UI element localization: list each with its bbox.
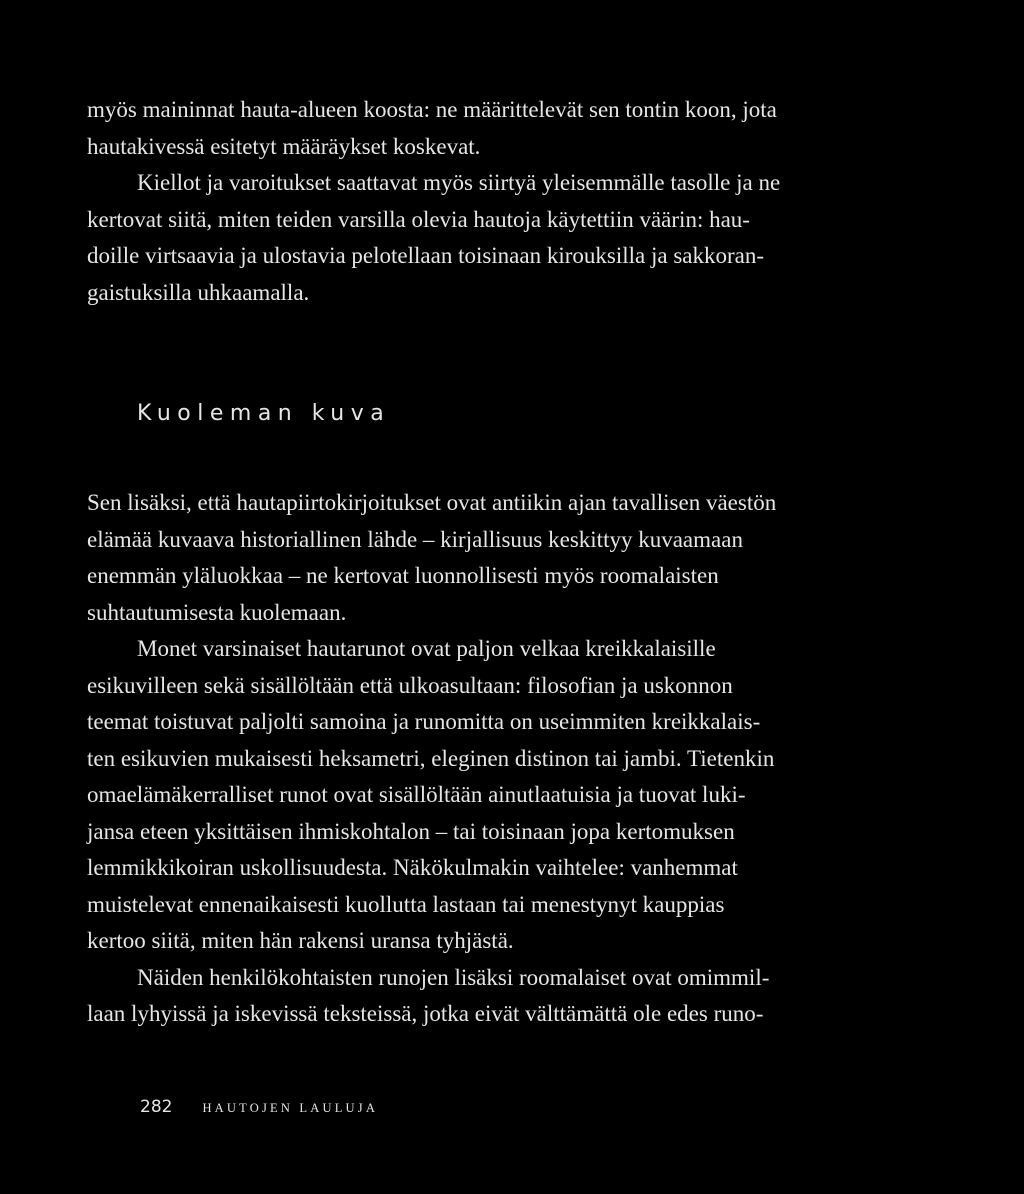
text-line: kertoo siitä, miten hän rakensi uransa tyhjästä. (87, 928, 514, 953)
paragraph-block-main (87, 485, 887, 1033)
text-line: Sen lisäksi, että hautapiirtokirjoitukset ovat antiikin ajan tavallisen väestön (87, 490, 777, 515)
running-title: HAUTOJEN LAULUJA (202, 1101, 379, 1115)
text-line: myös maininnat hauta-alueen koosta: ne määrittelevät sen tontin koon, jota (87, 97, 777, 122)
text-line: omaelämäkerralliset runot ovat sisällöltään ainutlaatuisia ja tuovat luki- (87, 782, 746, 807)
text-line: gaistuksilla uhkaamalla. (87, 279, 310, 305)
text-line: jansa eteen yksittäisen ihmiskohtalon – tai toisinaan jopa kertomuksen (87, 818, 735, 844)
text-line-indented: Monet varsinaiset hautarunot ovat paljon velkaa kreikkalaisille (137, 636, 716, 661)
text-line: ten esikuvien mukaisesti heksametri, eleginen distinon tai jambi. Tietenkin (87, 745, 775, 771)
text-line: muistelevat ennenaikaisesti kuollutta lastaan tai menestynyt kauppias (87, 891, 725, 917)
text-line: esikuvilleen sekä sisällöltään että ulkoasultaan: filosofian ja uskonnon (87, 672, 733, 698)
text-line-indented: Kiellot ja varoitukset saattavat myös siirtyä yleisemmälle tasolle ja ne (137, 170, 781, 195)
page-number: 282 (140, 1097, 173, 1117)
text-line: elämää kuvaava historiallinen lähde – kirjallisuus keskittyy kuvaamaan (87, 526, 743, 552)
paragraph-block-top (87, 92, 887, 311)
text-line: hautakivessä esitetyt määräykset koskevat. (87, 133, 481, 159)
text-line: kertovat siitä, miten teiden varsilla olevia hautoja käytettiin väärin: hau- (87, 206, 750, 232)
text-line: laan lyhyissä ja iskevissä teksteissä, jotka eivät välttämättä ole edes runo- (87, 1001, 764, 1026)
text-line-indented: Näiden henkilökohtaisten runojen lisäksi roomalaiset ovat omimmil- (137, 964, 770, 990)
text-line: teemat toistuvat paljolti samoina ja runomitta on useimmiten kreikkalais- (87, 709, 761, 734)
section-heading: Kuoleman kuva (137, 401, 391, 426)
text-line: suhtautumisesta kuolemaan. (87, 599, 347, 625)
text-line: doille virtsaavia ja ulostavia pelotellaan toisinaan kirouksilla ja sakkoran- (87, 243, 765, 268)
page-footer (140, 1097, 378, 1117)
text-line: lemmikkikoiran uskollisuudesta. Näkökulmakin vaihtelee: vanhemmat (87, 855, 738, 880)
text-line: enemmän yläluokkaa – ne kertovat luonnollisesti myös roomalaisten (87, 563, 719, 588)
